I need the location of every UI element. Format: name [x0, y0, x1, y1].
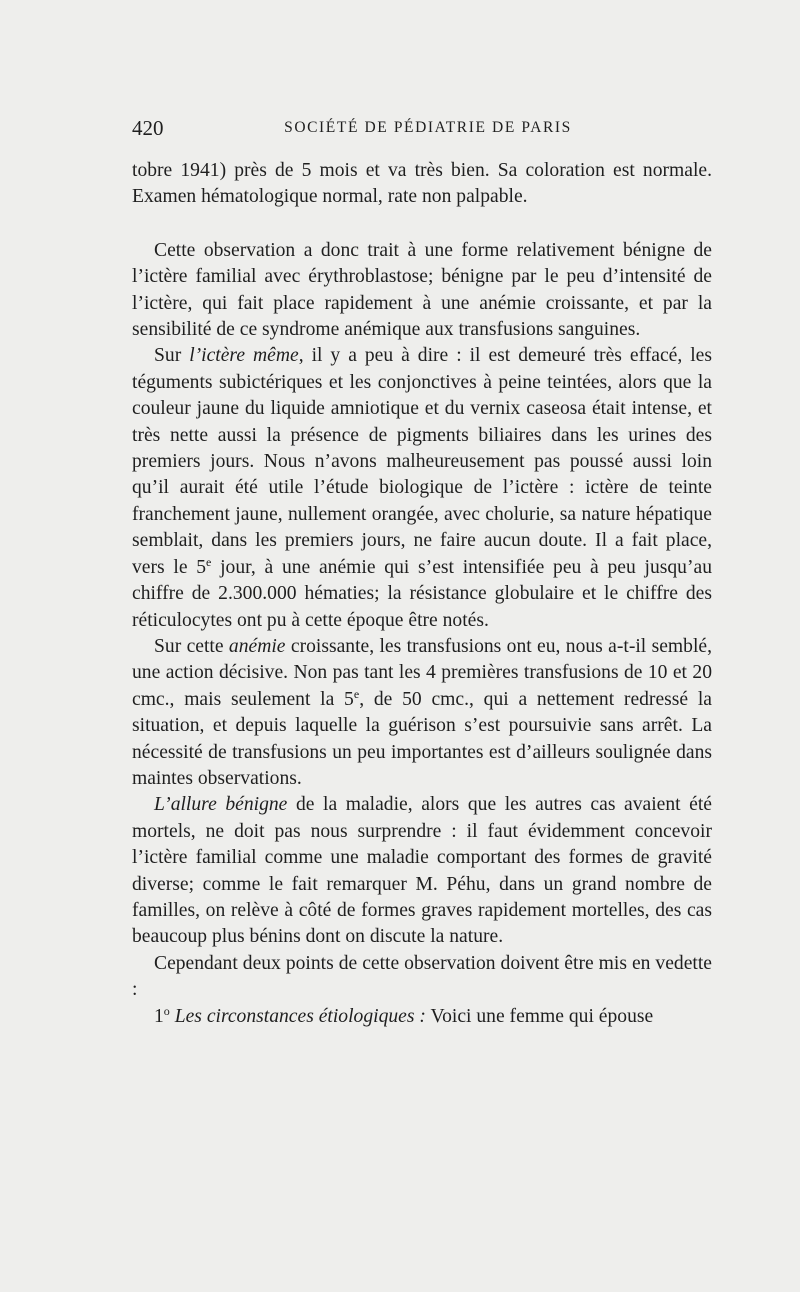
- paragraph-4-emphasis: anémie: [228, 635, 286, 657]
- running-head: [132, 116, 712, 144]
- page-number: 420: [132, 116, 164, 140]
- paragraph-3-text-a: Sur: [154, 345, 190, 367]
- paragraph-4-text-b: croissante, les transfusions ont eu, nous a-t-il semblé, une action décisive. Non pas tant les 4 premières transfusions de 10 et 20 cmc., mais seulement la 5: [132, 635, 712, 710]
- paragraph-5-text: de la maladie, alors que les autres cas avaient été mortels, ne doit pas nous surprendre : il faut évidemment concevoir l’ictère familial comme une maladie comportant des formes de gravité diverse; comme le fait remarquer M. Péhu, dans un grand nombre de familles, on relève à côté de formes graves rapidement mortelles, des cas beaucoup plus bénins dont on discute la nature.: [132, 794, 712, 948]
- body-text: [132, 158, 712, 1030]
- paragraph-4-superscript: e: [353, 686, 360, 701]
- paragraph-4: [132, 634, 712, 792]
- paragraph-7: [132, 1004, 712, 1030]
- paragraph-3-superscript: e: [206, 554, 212, 569]
- paragraph-3-emphasis: l’ictère même: [189, 345, 299, 367]
- paragraph-4-text-c: , de 50 cmc., qui a nettement redressé la situation, et depuis laquelle la guérison s’est poursuivie sans arrêt. La nécessité de transfusions un peu importantes est d’ailleurs soulignée dans maintes observations.: [132, 688, 713, 789]
- paragraph-3-text-c: jour, à une anémie qui s’est intensifiée peu à peu jusqu’au chiffre de 2.300.000 hématies; la résistance globulaire et le chiffre des réticulocytes ont pu à cette époque être notés.: [132, 556, 712, 631]
- paragraph-6: [132, 951, 712, 1004]
- paragraph-7-text: Voici une femme qui épouse: [425, 1005, 654, 1027]
- paragraph-1-text: tobre 1941) près de 5 mois et va très bien. Sa coloration est normale. Examen hématologique normal, rate non palpable.: [132, 160, 712, 208]
- paragraph-2: [132, 238, 712, 344]
- paragraph-5: [132, 792, 712, 950]
- paragraph-5-emphasis: L’allure bénigne: [154, 794, 288, 816]
- paragraph-7-number: 1: [154, 1005, 164, 1027]
- journal-title: SOCIÉTÉ DE PÉDIATRIE DE PARIS: [284, 119, 572, 136]
- paragraph-2-text: Cette observation a donc trait à une forme relativement bénigne de l’ictère familial avec érythroblastose; bénigne par le peu d’intensité de l’ictère, qui fait place rapidement à une anémie croissante, et par la sensibilité de ce syndrome anémique aux transfusions sanguines.: [132, 239, 712, 341]
- paragraph-4-text-a: Sur cette: [154, 635, 229, 657]
- paragraph-7-superscript: o: [163, 1003, 170, 1018]
- paragraph-3: [132, 343, 712, 633]
- paragraph-6-text: Cependant deux points de cette observation doivent être mis en vedette :: [132, 952, 712, 1001]
- paragraph-3-text-b: , il y a peu à dire : il est demeuré très effacé, les téguments subictériques et les conjonctives à peine teintées, alors que la couleur jaune du liquide amniotique et du vernix caseosa était intense, et très nette aussi la présence de pigments biliaires dans les urines des premiers jours. Nous n’avons malheureusement pas poussé aussi loin qu’il aurait été utile l’étude biologique de l’ictère : ictère de teinte franchement jaune, nullement orangée, avec cholurie, sa nature hépatique semblait, dans les premiers jours, ne faire aucun doute. Il a fait place, vers le 5: [132, 345, 712, 578]
- paragraph-1: [132, 158, 712, 211]
- paragraph-7-emphasis: Les circonstances étiologiques :: [169, 1005, 426, 1027]
